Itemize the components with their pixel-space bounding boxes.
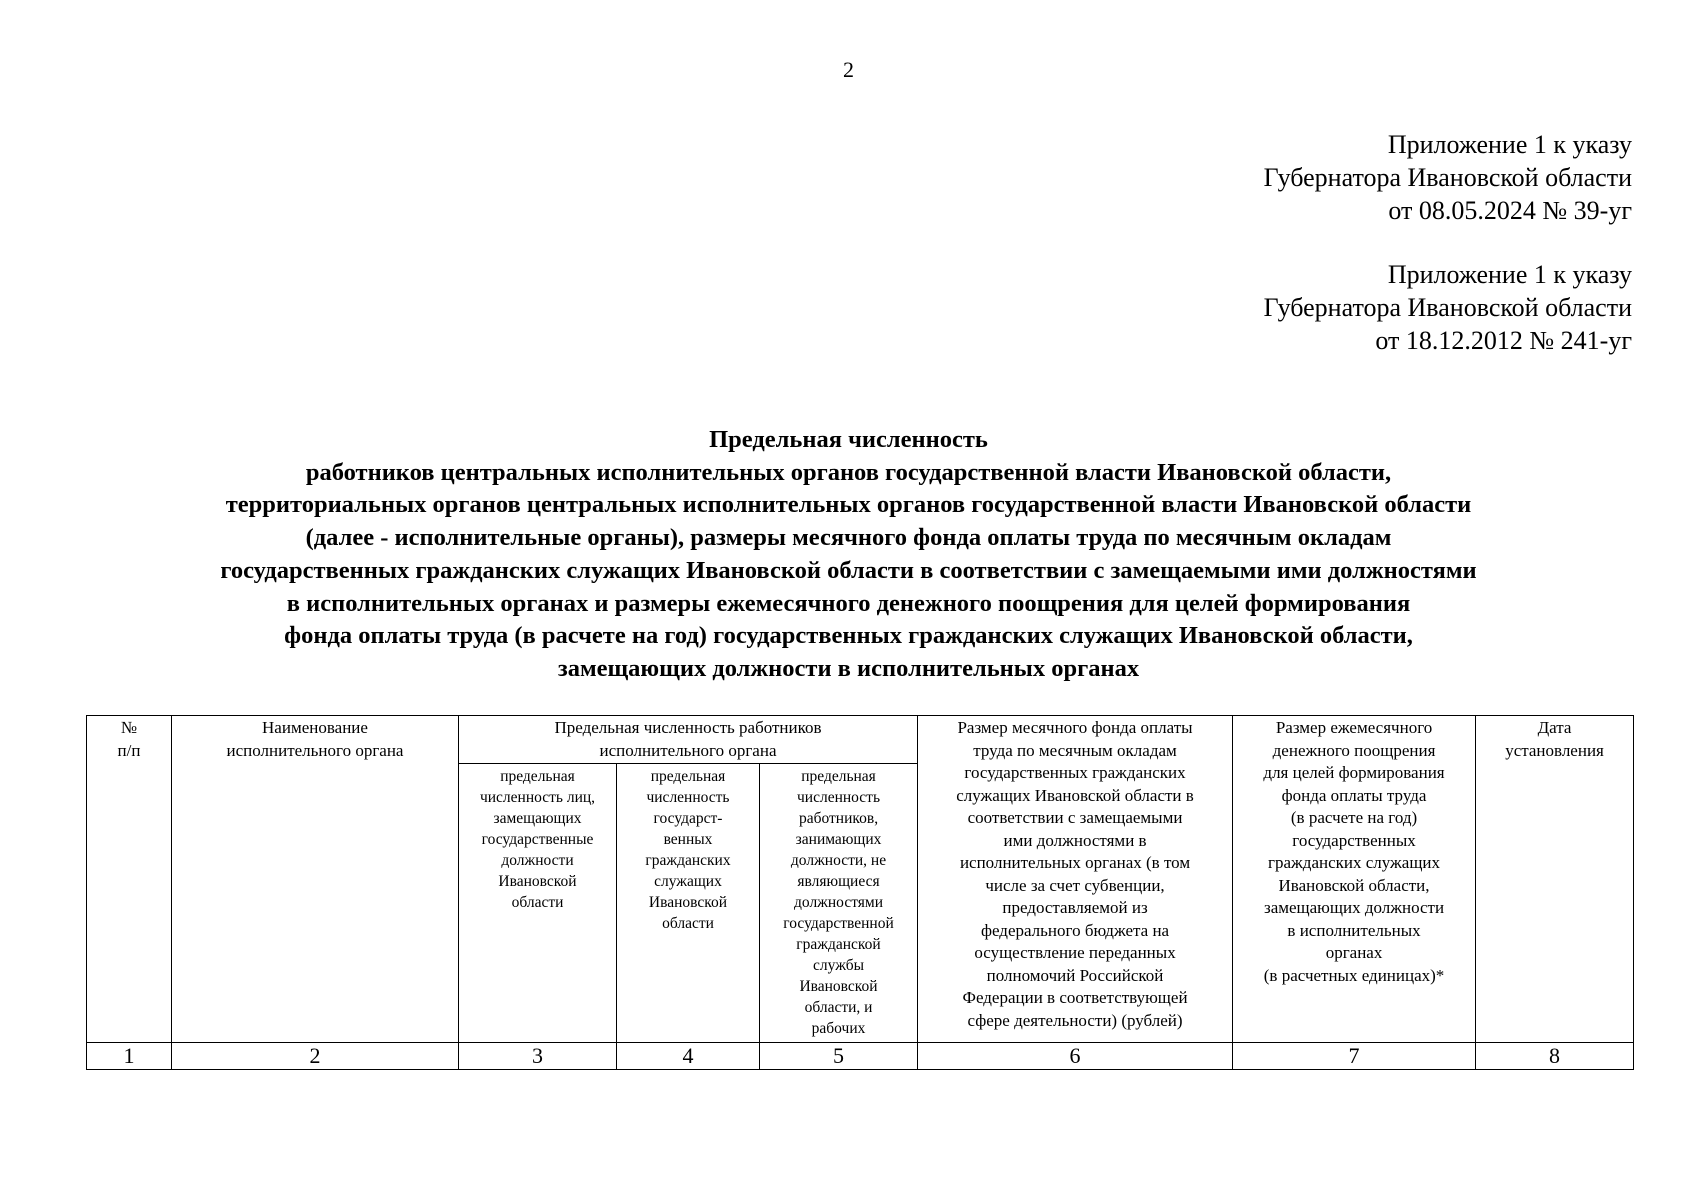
header-text: Размер ежемесячного денежного поощрения для целей формирования фонда оплаты труда (в расчете на год) государственных гражданских служащих Ивановской области, замещающих должности в исполнительных органах (в расчетных единицах)* <box>1263 718 1445 985</box>
appendix-line: Приложение 1 к указу <box>1387 260 1632 289</box>
appendix-line: Приложение 1 к указу <box>1387 130 1632 159</box>
title-line: работников центральных исполнительных органов государственной власти Ивановской области, <box>305 458 1392 486</box>
staff-limits-table <box>86 715 1634 1070</box>
column-number-cell: 4 <box>617 1043 760 1070</box>
page-number: 2 <box>843 57 854 82</box>
column-number-cell: 2 <box>172 1043 459 1070</box>
header-text: предельная численность работников, занимающих должности, не являющиеся должностями государственной гражданской службы Ивановской области, и рабочих <box>783 768 894 1038</box>
column-number-cell: 8 <box>1476 1043 1634 1070</box>
title-line: (далее - исполнительные органы), размеры месячного фонда оплаты труда по месячным окладам <box>305 524 1392 552</box>
appendix-reference-current <box>1264 128 1632 227</box>
title-line: территориальных органов центральных исполнительных органов государственной власти Ивановской области <box>225 491 1472 519</box>
document-title <box>0 424 1697 686</box>
title-line: замещающих должности в исполнительных органах <box>557 654 1140 682</box>
header-monthly-bonus <box>1233 716 1476 1043</box>
header-limit-other-staff <box>760 764 918 1043</box>
header-text: Дата установления <box>1505 718 1604 760</box>
column-number-cell: 6 <box>918 1043 1233 1070</box>
header-limit-civil-servants <box>617 764 760 1043</box>
column-number-cell: 3 <box>459 1043 617 1070</box>
header-text: Предельная численность работников исполнительного органа <box>554 718 822 760</box>
title-line: Предельная численность <box>709 426 988 453</box>
header-text: № п/п <box>117 718 141 760</box>
appendix-reference-original <box>1264 258 1632 357</box>
header-text: предельная численность государст- венных гражданских служащих Ивановской области <box>645 768 731 933</box>
header-body-name <box>172 716 459 1043</box>
title-line: в исполнительных органах и размеры ежемесячного денежного поощрения для целей формирования <box>286 589 1411 617</box>
column-number-row <box>87 1043 1634 1070</box>
appendix-line: от 08.05.2024 № 39-уг <box>1388 196 1632 225</box>
appendix-line: Губернатора Ивановской области <box>1263 293 1632 322</box>
appendix-line: Губернатора Ивановской области <box>1263 163 1632 192</box>
appendix-line: от 18.12.2012 № 241-уг <box>1375 326 1632 355</box>
column-number-cell: 1 <box>87 1043 172 1070</box>
header-limit-state-positions <box>459 764 617 1043</box>
header-text: предельная численность лиц, замещающих государственные должности Ивановской области <box>479 768 596 912</box>
column-number-cell: 7 <box>1233 1043 1476 1070</box>
column-number-cell: 5 <box>760 1043 918 1070</box>
title-line: фонда оплаты труда (в расчете на год) государственных гражданских служащих Ивановской области, <box>284 622 1413 650</box>
header-staff-limit <box>459 716 918 764</box>
title-line: государственных гражданских служащих Ивановской области в соответствии с замещаемыми ими должностями <box>220 556 1477 584</box>
header-text: Размер месячного фонда оплаты труда по месячным окладам государственных гражданских служащих Ивановской области в соответствии с замещаемыми ими должностями в исполнительных органах (в том числе за счет субвенции, предоставляемой из федерального бюджета на осуществление переданных полномочий Российской Федерации в соответствующей сфере деятельности) (рублей) <box>956 718 1194 1030</box>
header-text: Наименование исполнительного органа <box>226 718 404 760</box>
header-date-established <box>1476 716 1634 1043</box>
header-number <box>87 716 172 1043</box>
header-salary-fund <box>918 716 1233 1043</box>
